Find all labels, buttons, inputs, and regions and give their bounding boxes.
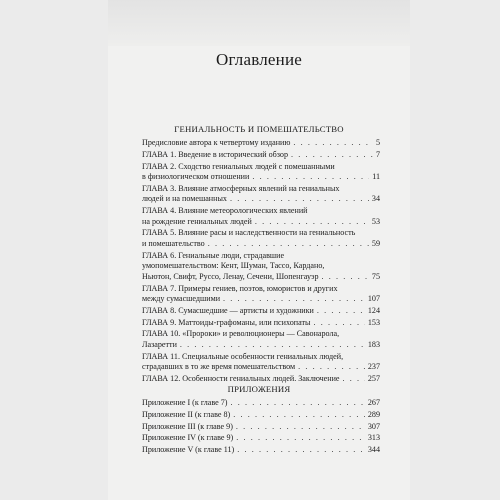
toc-page-number: 313 [367,433,380,443]
toc-page-number: 11 [372,172,380,182]
book-page [108,0,410,500]
appendix-section-heading: ПРИЛОЖЕНИЯ [227,384,291,394]
toc-page-number: 59 [371,238,380,248]
toc-entry [142,138,380,149]
main-section-heading: ГЕНИАЛЬНОСТЬ И ПОМЕШАТЕЛЬСТВО [174,124,344,134]
toc-entry-text: страдавших в то же время помешательством [142,362,296,372]
toc-entry [142,374,380,385]
dot-leader [322,272,369,283]
toc-page-number: 153 [367,317,380,327]
toc-entry [142,410,380,421]
toc-entry-text: ГЛАВА 11. Специальные особенности гениальных людей, [142,351,344,361]
toc-entry [142,284,380,305]
toc-page-number: 257 [367,374,380,384]
toc-entry-text: на рождение гениальных людей [142,216,252,226]
dot-leader [223,294,365,305]
page-title: Оглавление [216,50,302,69]
dot-leader [236,433,365,444]
dot-leader [208,239,369,250]
toc-entry-text: ГЛАВА 10. «Пророки» и революционеры — Савонарола, [142,329,340,339]
toc-page-number: 237 [367,362,380,372]
dot-leader [293,138,373,149]
dot-leader [313,318,364,329]
main-toc-list [142,138,380,386]
toc-entry-text: людей и на помешанных [142,194,227,204]
toc-page-number: 107 [367,294,380,304]
toc-page-number: 124 [367,305,380,315]
toc-entry [142,398,380,409]
appendix-toc-list [142,398,380,457]
toc-entry-text: в физиологическом отношении [142,172,250,182]
toc-entry-text: ГЛАВА 3. Влияние атмосферных явлений на гениальных [142,183,340,193]
dot-leader [252,172,369,183]
toc-entry-text: Приложение II (к главе 8) [142,409,231,419]
toc-entry [142,352,380,373]
toc-entry-text: между сумасшедшими [142,294,221,304]
dot-leader [180,340,365,351]
dot-leader [236,422,365,433]
dot-leader [291,150,373,161]
dot-leader [317,306,365,317]
toc-entry-text: Ньютон, Свифт, Руссо, Ленау, Сечени, Шопенгауэр [142,271,319,281]
toc-entry [142,206,380,227]
toc-page-number: 5 [375,138,380,147]
toc-page-number: 289 [367,409,380,419]
toc-entry [142,228,380,249]
toc-entry [142,445,380,456]
toc-entry-text: ГЛАВА 2. Сходство гениальных людей с помешанными [142,161,335,171]
page-top-shadow [108,0,410,46]
toc-page-number: 7 [375,149,380,159]
toc-page-number: 34 [371,194,380,204]
dot-leader [298,362,365,373]
toc-entry [142,184,380,205]
dot-leader [231,398,365,409]
toc-entry [142,306,380,317]
dot-leader [343,374,365,385]
dot-leader [233,410,365,421]
toc-entry [142,433,380,444]
toc-entry-text: ГЛАВА 8. Сумасшедшие — артисты и художники [142,305,314,315]
toc-page-number: 344 [367,445,380,455]
dot-leader [255,217,369,228]
toc-page-number: 307 [367,421,380,431]
toc-page-number: 267 [367,398,380,407]
toc-entry [142,422,380,433]
toc-entry-text: ГЛАВА 6. Гениальные люди, страдавшие [142,250,285,260]
toc-entry-text: Предисловие автора к четвертому изданию [142,138,291,147]
toc-entry-text: Приложение IV (к главе 9) [142,433,234,443]
toc-entry-text: Лазаретти [142,339,177,349]
toc-entry-text: Приложение I (к главе 7) [142,398,228,407]
toc-page-number: 183 [367,339,380,349]
toc-entry [142,251,380,283]
dot-leader [230,194,369,205]
toc-entry-text: и помешательство [142,238,205,248]
toc-entry-text: Приложение V (к главе 11) [142,445,235,455]
toc-entry [142,162,380,183]
toc-entry [142,329,380,350]
dot-leader [237,445,365,456]
toc-entry-text: умопомешательством: Кент, Шуман, Тассо, Кардано, [142,261,325,271]
toc-entry-text: ГЛАВА 4. Влияние метеорологических явлений [142,206,308,216]
toc-page-number: 75 [371,271,380,281]
toc-entry-text: ГЛАВА 1. Введение в исторический обзор [142,149,289,159]
toc-entry [142,150,380,161]
toc-entry-text: ГЛАВА 9. Маттоиды-графоманы, или психопаты [142,317,311,327]
toc-entry-text: Приложение III (к главе 9) [142,421,233,431]
toc-entry-text: ГЛАВА 12. Особенности гениальных людей. Заключение [142,374,340,384]
toc-page-number: 53 [371,216,380,226]
toc-entry-text: ГЛАВА 5. Влияние расы и наследственности на гениальность [142,228,356,238]
toc-entry [142,318,380,329]
toc-entry-text: ГЛАВА 7. Примеры гениев, поэтов, юмористов и других [142,283,338,293]
